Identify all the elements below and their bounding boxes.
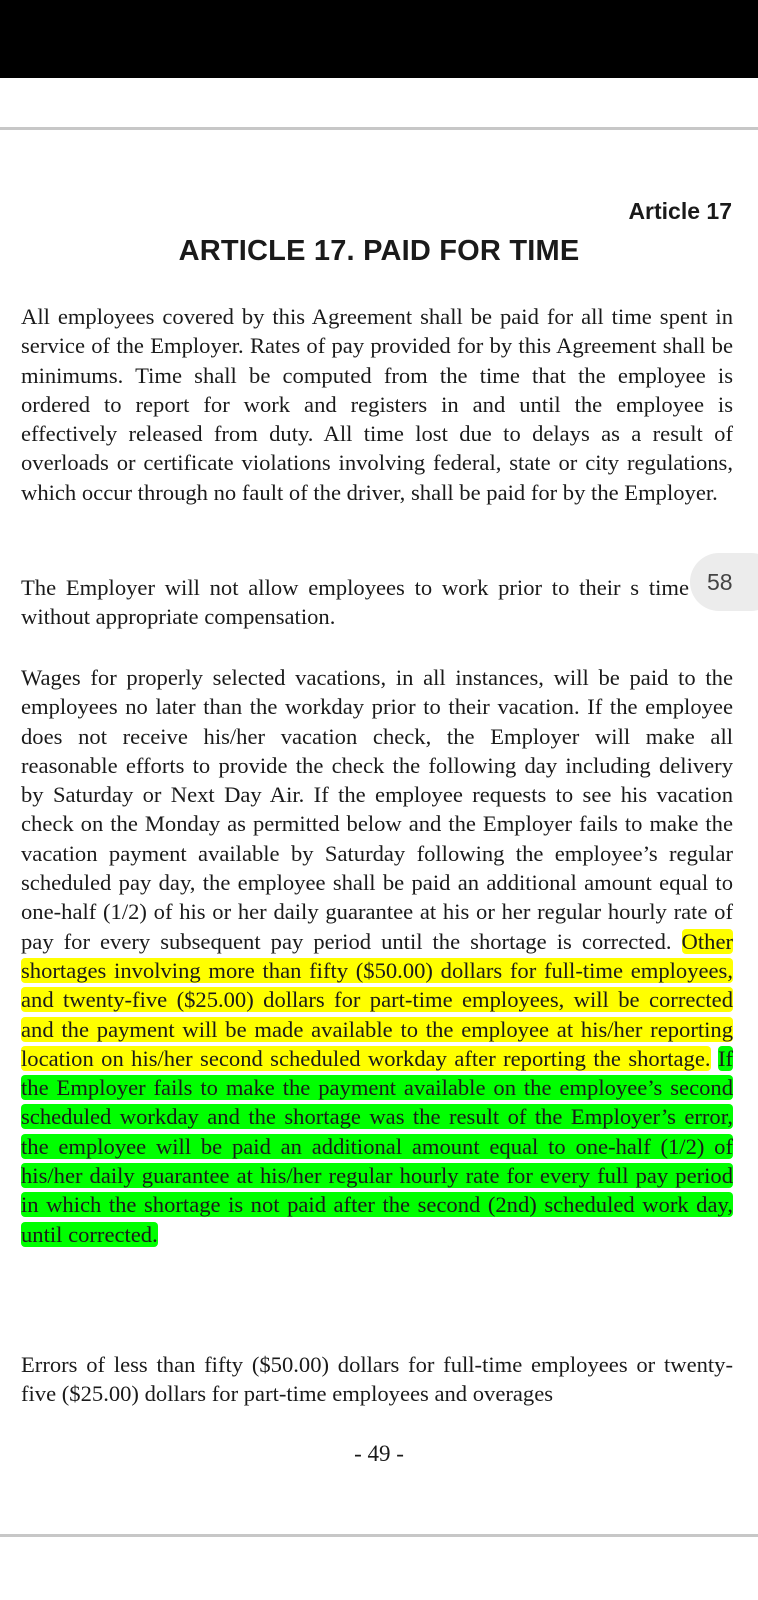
- paragraph-vacation-wages: [21, 663, 733, 1249]
- page-bottom-divider: [0, 1534, 758, 1537]
- article-title: ARTICLE 17. PAID FOR TIME: [178, 235, 580, 267]
- paragraph-prior-work: The Employer will not allow employees to work prior to their s time without appropriate compensation.: [21, 575, 689, 630]
- green-highlight: If the Employer fails to make the payment available on the employee’s second scheduled workday and the shortage was the result of the Employer’s error, the employee will be paid an additional amount equal to one-half (1/2) of his/her daily guarantee at his/her regular hourly rate for every full pay period in which the shortage is not paid after the second (2nd) scheduled work day, until corrected.: [21, 1045, 733, 1247]
- yellow-highlight: Other shortages involving more than fifty ($50.00) dollars for full-time employees, and twenty-five ($25.00) dollars for part-time employees, will be corrected and the payment will be made available to the employee at his/her reporting location on his/her second scheduled workday after reporting the shortage.: [21, 928, 733, 1071]
- page-indicator-badge[interactable]: 58: [690, 553, 758, 611]
- running-head: Article 17: [628, 198, 732, 224]
- page-top-divider: [0, 127, 758, 130]
- paragraph-paid-time: All employees covered by this Agreement shall be paid for all time spent in service of the Employer. Rates of pay provided for by this Agreement shall be minimums. Time shall be computed from the time that the employee is ordered to report for work and registers in and until the employee is effectively released from duty. All time lost due to delays as a result of overloads or certificate violations involving federal, state or city regulations, which occur through no fault of the driver, shall be paid for by the Employer.: [21, 304, 733, 505]
- page-number: - 49 -: [354, 1441, 404, 1466]
- vacation-wages-text: Wages for properly selected vacations, in all instances, will be paid to the employees no later than the workday prior to their vacation. If the employee does not receive his/her vacation check, the Employer will make all reasonable efforts to provide the check the following day including delivery by Saturday or Next Day Air. If the employee requests to see his vacation check on the Monday as permitted below and the Employer fails to make the vacation payment available by Saturday following the employee’s regular scheduled pay day, the employee shall be paid an additional amount equal to one-half (1/2) of his or her daily guarantee at his or her regular hourly rate of pay for every subsequent pay period until the shortage is corrected.: [21, 665, 733, 954]
- status-bar: [0, 0, 758, 78]
- paragraph-errors: Errors of less than fifty ($50.00) dollars for full-time employees or twenty-five ($25.00) dollars for part-time employees and overages: [21, 1352, 733, 1407]
